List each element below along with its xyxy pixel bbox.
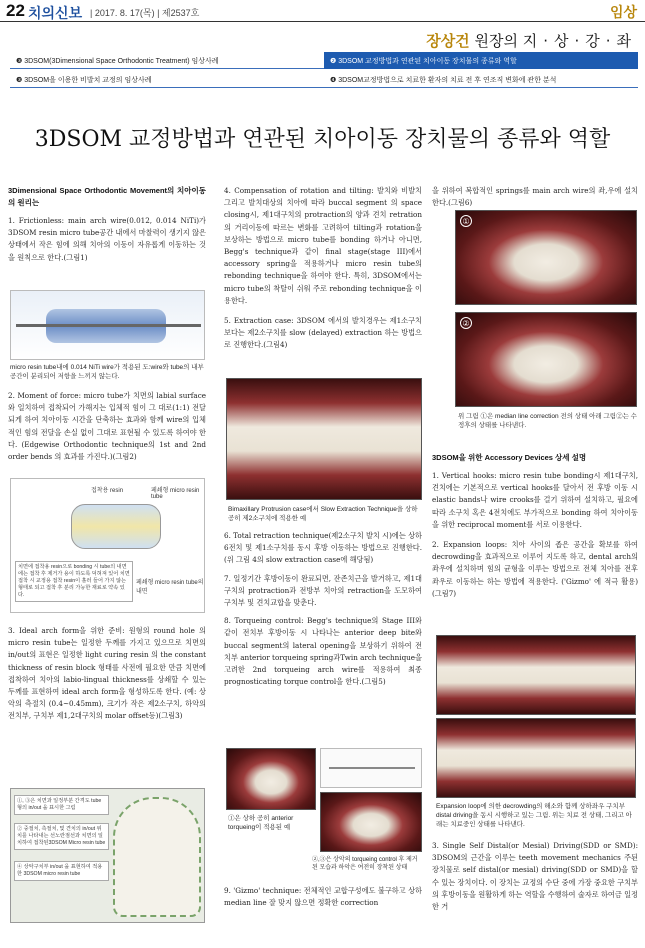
fig2-note: 치면에 접착용 resin으로 bonding 시 tube의 내면에는 접착 후 제거가 용이 하도록 덕혀져 있어 치면접착 시 교정용 접착 resin이 흘러 들어 가지 않는 형태로 되고 접착 후 분리 가능한 재료로 약속 있다. <box>15 561 133 602</box>
figure-6-caption: 위 그림 ①은 median line correction 전의 상태 아래 그림②는 수정후의 상태를 나타낸다. <box>458 413 637 429</box>
col2-lower <box>224 530 422 694</box>
series-name: 지·상·강·좌 <box>522 32 637 50</box>
column-1 <box>8 185 206 270</box>
col2-para-4: 4. Compensation of rotation and tilting: 발치와 비발치 그리고 발치대상의 치아에 따라 buccal segment 의 space closing시, 제1대구치의 protraction의 양과 견치 retration의 거리이동에 따르는 변화를 고려하여 tilting과 rotation을 보상하는 방법으로 micro tube를 bonding 하거나 아니면, Begg's technique과 같이 final stage(stage III)에서 accessory spring을 적용하거나 micro resin tube의 rebonding technique을 하여야 한다. 특히, 3DSOM에서는 micro tube의 착탈이 쉬워 주로 rebonding technique을 이용한다. <box>224 186 422 305</box>
fig2-label-tube: 페쇄형 micro resin tube <box>151 488 200 500</box>
figure-1-tube-diagram <box>10 290 205 360</box>
figure-4-extraction-photo <box>226 378 422 500</box>
figure-6b-midline-photo <box>455 312 637 407</box>
col1-para-3: 3. Ideal arch form을 위한 준비: 원형의 round hole 의micro resin tube는 일정한 두께를 가지고 있으므로 치면의 in/out의 표현은 일정한 light curing resin 의 the constant thickness of resin block 형태를 사전에 필요한 만큼 치면에 접착하여 치아의 labio-lingual thickness를 상쇄할 수 있는 두께를 표현하여 ideal arch form을 형성하도록 한다. (예: 상악의 측절치 (0.4~0.45mm), 크기가 작은 제2소구치, 하악의 전치부, 구치부 제1,2대구치의 molar offset등)(그림3) <box>8 626 206 721</box>
article-title: 3DSOM 교정방법과 연관된 치아이동 장치물의 종류와 역할 <box>34 127 611 152</box>
fig3-arch-illustration <box>113 797 201 917</box>
col1-para-2: 2. Moment of force: micro tube가 치면의 labial surface와 일치하여 접착되어 가해지는 입체적 힘이 그 대로(1:1) 전달되게 하여 치아이동 시간을 단축하는 효과와 함께 wire의 입체적인 힘의 전달을 손실 없이 그대로 표현될 수 있도록 하여야 한다. (Edgewise Orthodontic technique의 1st and 2nd order bends 의 효과를 가진다.)(그림2) <box>8 391 206 462</box>
fig6a-marker: ① <box>460 215 472 227</box>
series-item-4: ❹ 3DSOM교정방법으로 치료한 환자의 치료 전 후 연조직 변화에 관한 분석 <box>324 71 638 88</box>
section-label: 임상 <box>609 4 637 20</box>
col3-para-2: 2. Expansion loops: 치아 사이의 좁은 공간을 확보를 하여 decrowding을 효과적으로 이루어 지도록 하고, dental arch의 좌우에 설치하며 힘의 균형을 이루는 방법으로 전체 치아를 전후 좌우로 이동하는 하는 방법에 적용한다. ('Gizmo' 에 적극 활용)(그림7) <box>432 540 638 598</box>
wire-line <box>16 324 201 327</box>
col1-heading: 3Dimensional Space Orthodontic Movement의 치아이동의 원리는 <box>8 186 206 207</box>
col3-heading: 3DSOM을 위한 Accessory Devices 상세 설명 <box>432 453 587 462</box>
series-index <box>10 52 638 90</box>
fig3-note-2: ② 중절치, 측절치, 및 견치의 in/out 위치를 나타내는 선노란점선과 치면의 일치하여 접착된3DSOM Micro resin tube <box>14 823 109 850</box>
page-number: 22 <box>6 1 25 20</box>
figure-4-caption: Bimaxillary Protrusion case에서 Slow Extraction Technique을 상하 공히 제2소구치에 적용한 예 <box>228 506 418 522</box>
figure-2-tube-cross-section <box>10 478 205 613</box>
col3-para-3: 3. Single Self Distal(or Mesial) Driving(SDD or SMD): 3DSOM의 근간을 이루는 teeth movement mechanics 주된 장치물로 self distal(or mesial) driving(SDD or SMD)을 할 수 있는 장치이다. 이 장치는 교정의 수단 중에 가장 중요한 구치부의 후방이동을 원활하게 하는 역할을 수행하여 술자로 하여금 일정한 거 <box>432 841 638 912</box>
col2-para-8: 8. Torqueing control: Begg's technique의 Stage III와 같이 전치부 후방이동 시 나타나는 anterior deep bite와 buccal segment의 lateral opening을 보상하기 위하여 전치부 anterior torqueing spring과Twin arch technique을 고려한 2nd torqueing arch wire를 적용하여 최종 prognosticating torque control을 한다.(그림5) <box>224 616 422 687</box>
figure-5b-caption: ②,③은 상악의 torqueing control 후 제거된 모습과 하악은 여전히 장착된 상태 <box>312 857 418 871</box>
figure-6a-midline-photo <box>455 210 637 305</box>
figure-5a-torque-photo <box>226 748 316 810</box>
col1-para-1: 1. Frictionless: main arch wire(0.012, 0.014 NiTi)가 3DSOM resin micro tube공간 내에서 마찰력이 생기지 않은 상태에서 작은 힘에 의해 치아의 이동이 자유롭게 이동하는 것을 원칙으로 한다.(그림1) <box>8 216 206 262</box>
fig6b-marker: ② <box>460 317 472 329</box>
figure-5-torque-wire <box>320 748 422 788</box>
lecture-title <box>426 30 637 51</box>
col2-para-5: 5. Extraction case: 3DSOM 에서의 발치경우는 제1소구치 보다는 제2소구치를 slow (delayed) extraction 하는 방법으로 진행한다.(그림4) <box>224 316 422 350</box>
issue-date: | 2017. 8. 17(목) | 제2537호 <box>90 8 200 18</box>
fig3-note-1: ①, ③은 치면과 일정부분 간격도 tube형의 in/out 을 표시한 그림 <box>14 795 109 815</box>
col3-para-9-cont: 을 위하여 복합적인 springs를 main arch wire의 좌,우에 설치한다.(그림6) <box>432 186 638 208</box>
figure-7-caption: Expansion loop에 의한 decrowding의 해소와 함께 상하좌우 구치부 distal driving을 동시 시행하고 있는 그림. 위는 치료 전 상태, 그리고 아래는 치료중인 상태를 나타낸다. <box>436 803 632 828</box>
newspaper-brand: 치의신보 <box>28 5 83 21</box>
figure-7b-expansion-photo <box>436 718 636 798</box>
figure-3-arch-diagram <box>10 788 205 923</box>
figure-7a-expansion-photo <box>436 635 636 715</box>
col2-para-9: 9. 'Gizmo' technique: 전체적인 교합구성에도 불구하고 상하 median line 잘 맞지 않으면 정확한 correction <box>224 886 422 908</box>
col3-para-1: 1. Vertical hooks: micro resin tube bonding시 제1대구치, 견치에는 기본적으로 vertical hooks를 달아서 전 후방 이동 시 elastic bands나 wire crooks를 걸기 위하여 설치하고, 필요에 따라 소구치 혹은 4전치에도 부가적으로 bonding 하여 치아이동을 위한 reciprocal moment를 서로 이용한다. <box>432 471 638 529</box>
figure-1-caption: micro resin tube내에 0.014 NiTi wire가 적용된 도:wire와 tube의 내부 공간이 분리되어 저항을 느끼지 않는다. <box>10 364 204 380</box>
series-item-1: ❸ 3DSOM(3Dimensional Space Orthodontic Treatment) 임상사례 <box>10 52 324 69</box>
col3-accessory <box>432 452 638 606</box>
figure-5a-caption: ①은 상하 공히 anterior torqueing이 적용된 예 <box>228 815 294 831</box>
column-2 <box>224 185 422 358</box>
torque-wire-line <box>329 767 415 769</box>
lecturer-suffix: 원장의 <box>474 32 518 50</box>
fig3-note-3: ④ 상악구치부 in/out 을 표현하여 적용한 3DSOM micro resin tube <box>14 861 109 881</box>
col2-para-6: 6. Total retraction technique(제2소구치 발치 시)에는 상하 6전치 및 제1소구치를 동시 후방 이동하는 방법으로 진행한다.(위 그림 4의 slow extraction case에 해당됨) <box>224 531 422 565</box>
fig2-label-inner: 페쇄형 micro resin tube의 내면 <box>136 580 204 595</box>
series-item-3: ❸ 3DSOM을 이용한 비발치 교정의 임상사례 <box>10 71 324 88</box>
fig2-tube-shape <box>71 504 161 549</box>
series-item-2-current: ❷ 3DSOM 교정방법과 연관된 치아이동 장치물의 종류와 역할 <box>324 52 638 69</box>
fig2-label-resin: 접착용 resin <box>91 488 124 494</box>
lecturer-name: 장상건 <box>426 32 470 50</box>
figure-5b-torque-photo <box>320 792 422 852</box>
col2-para-7: 7. 일정기간 후방이동이 완료되면, 잔존치근을 발거하고, 제1대구치의 protraction과 전방부 치아의 retraction을 도모하여 구치부 및 견치교합을 맞춘다. <box>224 573 422 608</box>
